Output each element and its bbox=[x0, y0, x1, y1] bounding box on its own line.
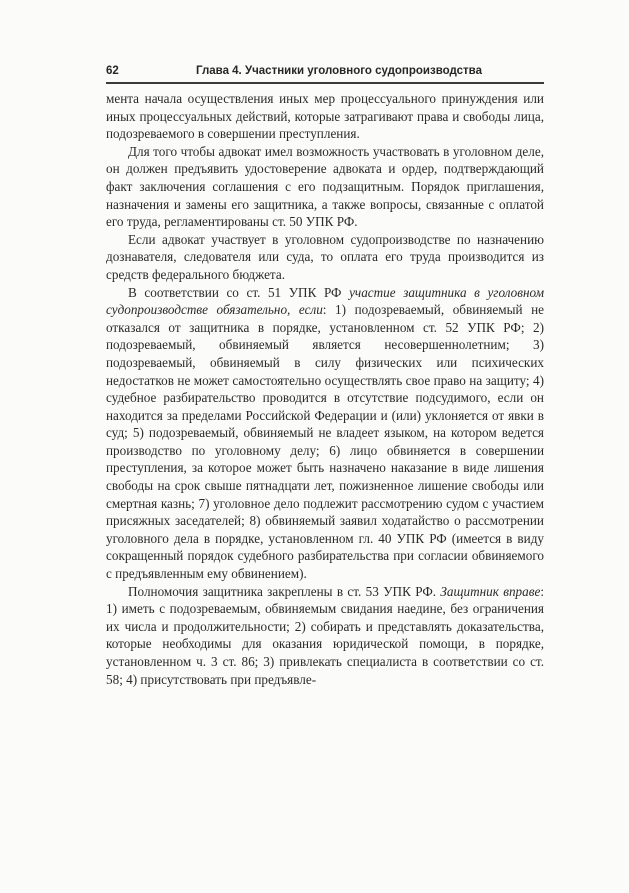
paragraph-2: Для того чтобы адвокат имел возможность участвовать в уголовном деле, он должен предъявить удостоверение адвоката и ордер, подтверждающий факт заключения соглашения с его подзащитным. Порядок приглашения, назначения и замены его защитника, а также вопросы, связанные с оплатой его труда, регламентированы ст. 50 УПК РФ. bbox=[106, 143, 544, 230]
paragraph-5-start: Полномочия защитника закреплены в ст. 53 УПК РФ. bbox=[128, 583, 441, 599]
paragraph-5-emphasis: Защитник вправе bbox=[440, 583, 541, 599]
paragraph-4-emphasis: участие защитника в уголовном судопроизводстве обязательно, если bbox=[106, 284, 544, 318]
paragraph-1: мента начала осуществления иных мер процессуального принуждения или иных процессуальных действий, которые затрагивают права и свободы лица, подозреваемого в совершении преступления. bbox=[106, 91, 544, 142]
paragraph-4-start: В соответствии со ст. 51 УПК РФ bbox=[128, 284, 350, 300]
running-title: Глава 4. Участники уголовного судопроизводства bbox=[196, 65, 482, 77]
paragraph-5-rest: : 1) иметь с подозреваемым, обвиняемым свидания наедине, без ограничения их числа и продолжительности; 2) собирать и представлять доказательства, которые необходимы для оказания юридической помощи, в порядке, установленном ч. 3 ст. 86; 3) привлекать специалиста в соответствии со ст. 58; 4) присутствовать при предъявле- bbox=[106, 583, 544, 687]
paragraph-5 bbox=[106, 583, 544, 689]
page-header bbox=[106, 62, 544, 80]
paragraph-4 bbox=[106, 284, 544, 583]
page-number: 62 bbox=[106, 65, 119, 77]
header-rule bbox=[106, 82, 544, 84]
paragraph-4-rest: : 1) подозреваемый, обвиняемый не отказался от защитника в порядке, установленном ст. 52 УПК РФ; 2) подозреваемый, обвиняемый является несовершеннолетним; 3) подозреваемый, обвиняемый в силу физических или психических недостатков не может самостоятельно осуществлять свое право на защиту; 4) судебное разбирательство проводится в отсутствие подсудимого, если он находится за пределами Российской Федерации и (или) уклоняется от явки в суд; 5) подозреваемый, обвиняемый не владеет языком, на котором ведется производство по уголовному делу; 6) лицо обвиняется в совершении преступления, за которое может быть назначено наказание в виде лишения свободы на срок свыше пятнадцати лет, пожизненное лишение свободы или смертная казнь; 7) уголовное дело подлежит рассмотрению судом с участием присяжных заседателей; 8) обвиняемый заявил ходатайство о рассмотрении уголовного дела в порядке, установленном гл. 40 УПК РФ (имеется в виду сокращенный порядок судебного разбирательства при согласии обвиняемого с предъявленным ему обвинением). bbox=[106, 302, 544, 582]
paragraph-3: Если адвокат участвует в уголовном судопроизводстве по назначению дознавателя, следователя или суда, то оплата его труда производится из средств федерального бюджета. bbox=[106, 231, 544, 282]
body-text bbox=[106, 90, 544, 688]
